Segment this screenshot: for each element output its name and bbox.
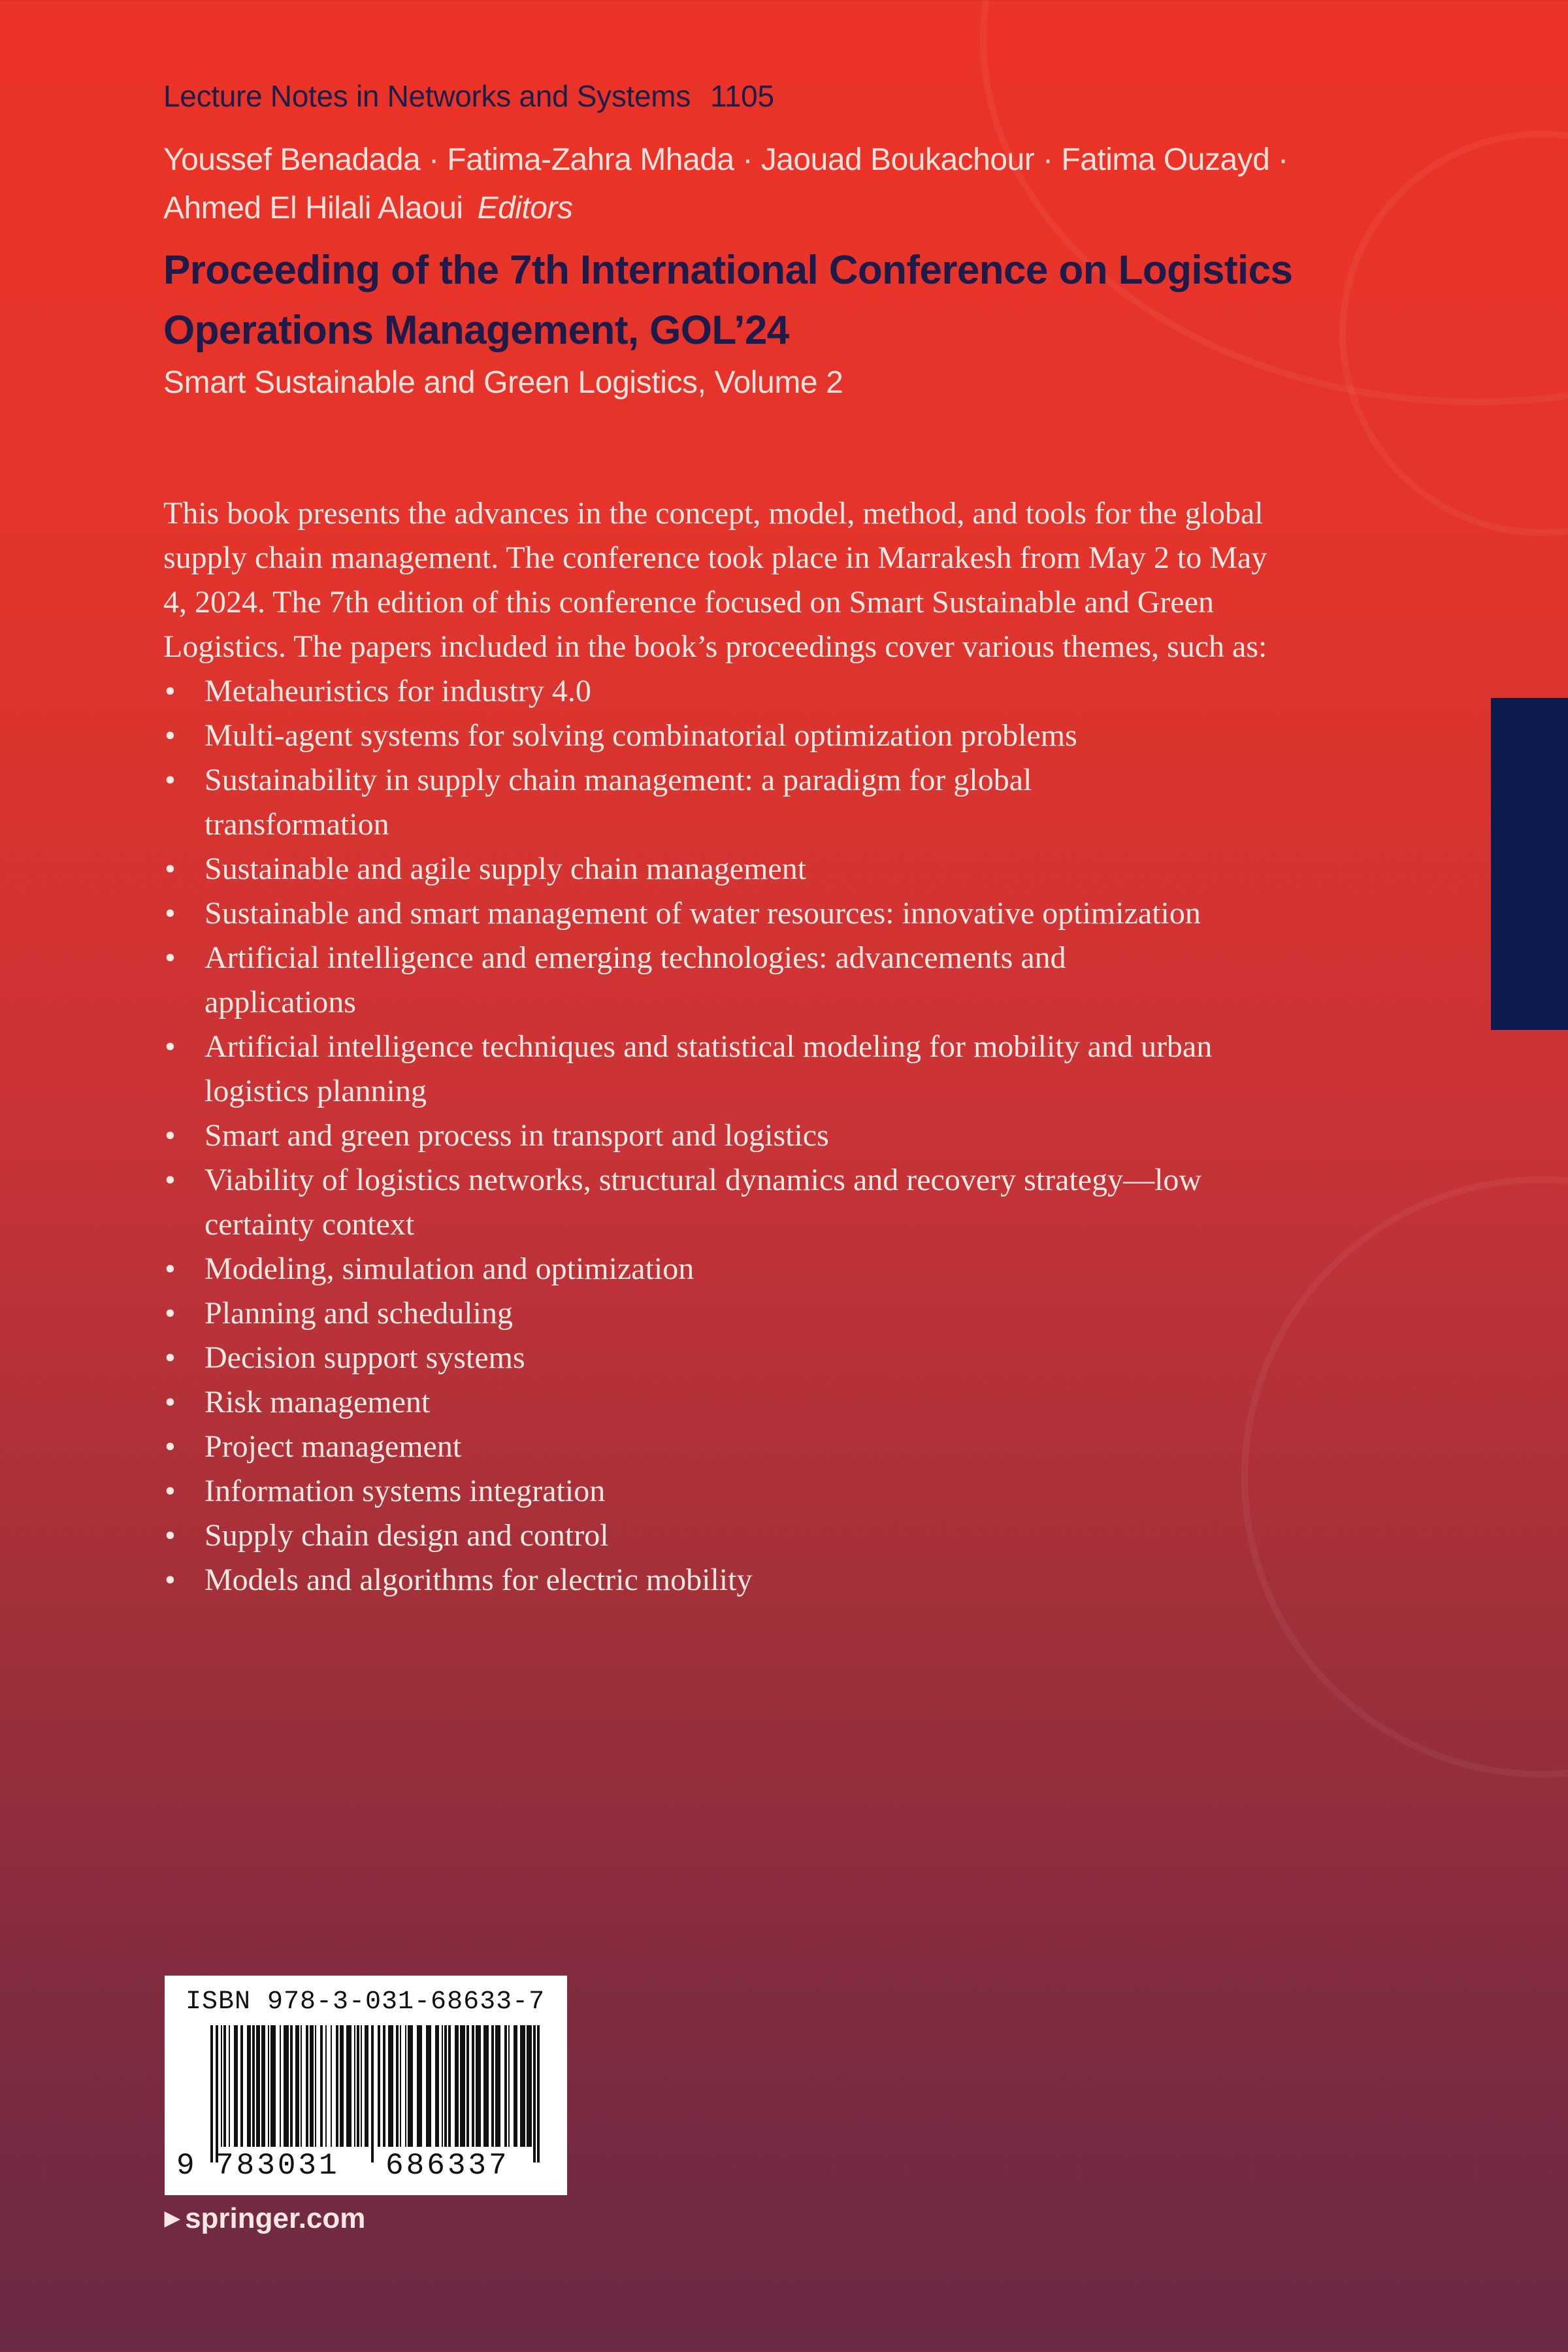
barcode-bar [491, 2025, 494, 2147]
barcode-bar [280, 2025, 281, 2147]
barcode-bar [426, 2025, 431, 2147]
theme-item [163, 1514, 1392, 1558]
editors-role: Editors [477, 191, 573, 225]
editors-line-1: Youssef Benadada · Fatima-Zahra Mhada · Jaouad Boukachour · Fatima Ouzayd · [163, 142, 1288, 177]
editors-line-2 [163, 184, 1437, 233]
theme-line: logistics planning [204, 1074, 427, 1108]
barcode-bar [252, 2025, 255, 2147]
description-line: This book presents the advances in the concept, model, method, and tools for the global [163, 496, 1264, 531]
barcode-bar [527, 2025, 532, 2147]
barcode-bar [476, 2025, 481, 2147]
barcode-bar [396, 2025, 399, 2147]
play-arrow-icon: ▶ [165, 2208, 180, 2229]
description-line: supply chain management. The conference took place in Marrakesh from May 2 to May [163, 540, 1267, 575]
blurb [163, 491, 1392, 1602]
themes-list [163, 669, 1392, 1602]
theme-item [163, 714, 1392, 758]
barcode-bar [448, 2025, 451, 2147]
barcode-bar [320, 2025, 323, 2147]
barcode-bar [331, 2025, 332, 2147]
barcode-bar [466, 2025, 469, 2147]
theme-line: • Models and algorithms for electric mobility [204, 1563, 753, 1597]
theme-line: • Viability of logistics networks, structural dynamics and recovery strategy—low [204, 1163, 1202, 1197]
barcode-bar [378, 2025, 380, 2147]
theme-line: • Sustainability in supply chain management: a paradigm for global [204, 763, 1032, 797]
series-number: 1105 [710, 79, 774, 113]
theme-line: • Artificial intelligence techniques and statistical modeling for mobility and urban [204, 1029, 1213, 1064]
barcode-bar [295, 2025, 299, 2147]
theme-line: certainty context [204, 1207, 415, 1242]
barcode-bar [504, 2025, 507, 2147]
barcode-bar [261, 2025, 265, 2147]
barcode-bar [537, 2025, 540, 2162]
isbn-digits-left: 783031 [216, 2149, 340, 2183]
barcode-bar [460, 2025, 465, 2147]
book-title-line-1: Proceeding of the 7th International Conference on Logistics [163, 248, 1293, 293]
theme-line: • Multi-agent systems for solving combinatorial optimization problems [204, 718, 1077, 753]
theme-item [163, 1158, 1392, 1247]
barcode-bar [520, 2025, 525, 2147]
barcode-bar [417, 2025, 422, 2147]
editors [163, 136, 1437, 233]
theme-line: • Metaheuristics for industry 4.0 [204, 674, 591, 708]
barcode-bar [290, 2025, 293, 2147]
theme-line: transformation [204, 807, 389, 842]
theme-item [163, 1558, 1392, 1602]
barcode-bar [365, 2025, 368, 2147]
theme-item [163, 936, 1392, 1025]
barcode-bar [315, 2025, 316, 2147]
barcode-bar [340, 2025, 344, 2147]
barcode-bar [268, 2025, 269, 2147]
theme-item [163, 669, 1392, 714]
series-line [163, 78, 1437, 114]
barcode-bar [483, 2025, 489, 2147]
barcode-bar [221, 2025, 222, 2147]
barcode-bar [354, 2025, 355, 2147]
theme-line: • Sustainable and agile supply chain management [204, 852, 807, 886]
barcode-bar [371, 2025, 374, 2162]
barcode-bar [216, 2025, 218, 2162]
description-line: Logistics. The papers included in the book’s proceedings cover various themes, such as: [163, 629, 1267, 664]
barcode-bar [346, 2025, 351, 2147]
theme-line: • Information systems integration [204, 1474, 606, 1508]
series-name: Lecture Notes in Networks and Systems [163, 79, 691, 113]
theme-line: • Planning and scheduling [204, 1296, 513, 1331]
description [163, 491, 1392, 669]
barcode-bar [357, 2025, 359, 2147]
barcode-bar [435, 2025, 439, 2147]
barcode-bar [284, 2025, 289, 2147]
barcode-bar [240, 2025, 243, 2147]
isbn-label: ISBN 978-3-031-68633-7 [186, 1987, 546, 2017]
theme-item [163, 758, 1392, 847]
barcode-bar [223, 2025, 226, 2147]
barcode-bar [270, 2025, 276, 2147]
spine-tab [1491, 698, 1568, 1030]
barcode-bar [405, 2025, 406, 2147]
theme-line: • Risk management [204, 1385, 431, 1419]
theme-line: • Smart and green process in transport and logistics [204, 1118, 829, 1153]
cover-header [163, 78, 1437, 401]
barcode-bar [383, 2025, 385, 2147]
theme-item [163, 847, 1392, 891]
barcode-bar [234, 2025, 238, 2147]
description-line: 4, 2024. The 7th edition of this conference focused on Smart Sustainable and Green [163, 585, 1215, 620]
isbn-first-digit: 9 [176, 2149, 195, 2183]
barcode-bar [444, 2025, 447, 2147]
barcode-bar [514, 2025, 517, 2147]
barcode-bar [455, 2025, 459, 2147]
barcode-bar [247, 2025, 251, 2147]
barcode-bar [495, 2025, 500, 2147]
springer-link[interactable] [165, 2202, 365, 2235]
barcode-bar [533, 2025, 536, 2162]
barcode-bar [325, 2025, 327, 2147]
barcode-bar [256, 2025, 260, 2147]
barcode-bar [472, 2025, 474, 2147]
barcode-bar [361, 2025, 362, 2147]
theme-item [163, 891, 1392, 936]
barcode-bar [408, 2025, 413, 2147]
theme-item [163, 1114, 1392, 1158]
theme-line: • Decision support systems [204, 1340, 525, 1375]
barcode-box [165, 1976, 567, 2195]
theme-item [163, 1469, 1392, 1514]
barcode-bar [442, 2025, 443, 2147]
theme-item [163, 1336, 1392, 1380]
theme-item [163, 1291, 1392, 1336]
book-title [163, 240, 1437, 361]
theme-line: applications [204, 985, 356, 1019]
book-subtitle: Smart Sustainable and Green Logistics, Volume 2 [163, 365, 843, 400]
theme-item [163, 1025, 1392, 1114]
theme-line: • Project management [204, 1429, 462, 1464]
barcode-bar [388, 2025, 393, 2147]
theme-item [163, 1380, 1392, 1425]
barcode-bar [400, 2025, 401, 2147]
barcode-bar [508, 2025, 510, 2147]
isbn-digits-right: 686337 [385, 2149, 510, 2183]
barcode-bar [229, 2025, 230, 2147]
barcode-bar [301, 2025, 302, 2147]
theme-line: • Artificial intelligence and emerging technologies: advancements and [204, 940, 1066, 975]
editors-names: Ahmed El Hilali Alaoui [163, 191, 463, 225]
theme-item [163, 1425, 1392, 1469]
theme-item [163, 1247, 1392, 1291]
book-title-line-2: Operations Management, GOL’24 [163, 308, 789, 353]
barcode-bar [306, 2025, 308, 2147]
theme-line: • Sustainable and smart management of water resources: innovative optimization [204, 896, 1201, 931]
barcode-bar [310, 2025, 314, 2147]
theme-line: • Modeling, simulation and optimization [204, 1251, 694, 1286]
barcode-bar [336, 2025, 338, 2147]
barcode-bar [210, 2025, 213, 2162]
theme-line: • Supply chain design and control [204, 1518, 609, 1553]
website-text: springer.com [185, 2202, 366, 2234]
